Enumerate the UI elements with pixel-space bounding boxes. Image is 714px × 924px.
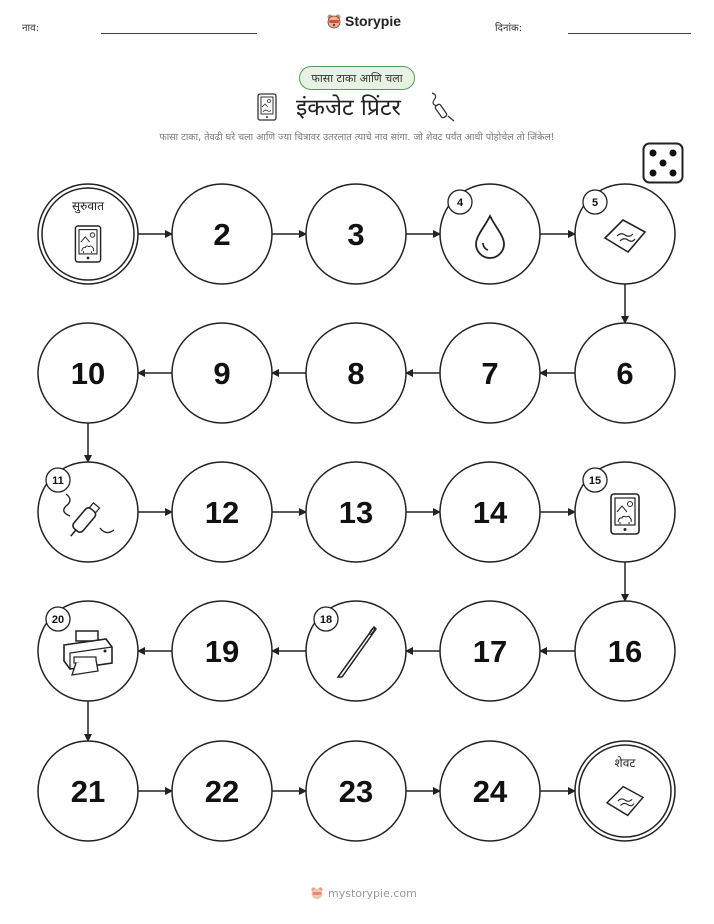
name-label: नाव: [22, 23, 40, 34]
space-number: 24 [472, 774, 508, 809]
board-space-12[interactable] [172, 462, 272, 562]
space-number: 8 [347, 356, 365, 391]
board-space-4[interactable] [440, 184, 540, 284]
date-label: दिनांक: [495, 23, 523, 34]
board-space-20[interactable] [38, 601, 138, 701]
page-title: इंकजेट प्रिंटर [296, 95, 401, 121]
space-number: 19 [204, 634, 240, 669]
board-space-17[interactable] [440, 601, 540, 701]
space-number: 7 [481, 356, 499, 391]
space-number: 13 [338, 495, 374, 530]
board-space-6[interactable] [575, 323, 675, 423]
board-space-1[interactable] [38, 184, 138, 284]
space-number: 3 [347, 217, 365, 252]
footer-url: mystorypie.com [328, 886, 417, 900]
board-space-2[interactable] [172, 184, 272, 284]
board-space-10[interactable] [38, 323, 138, 423]
space-number: 23 [338, 774, 374, 809]
space-number: 6 [616, 356, 634, 391]
space-number: 14 [472, 495, 508, 530]
end-label: शेवट [614, 756, 636, 770]
footer [310, 886, 417, 900]
space-badge-number: 15 [588, 475, 602, 487]
instructions: फासा टाका, तेवढी घरे चला आणि ज्या चित्रावर उतरलात त्याचे नाव सांगा. जो शेवट पर्यंत आधी पोहोचेल तो जिंकेल! [159, 132, 555, 143]
space-number: 17 [472, 634, 508, 669]
board-space-18[interactable] [306, 601, 406, 701]
space-number: 21 [70, 774, 106, 809]
board-space-9[interactable] [172, 323, 272, 423]
tablet-picture-icon [611, 494, 639, 534]
bear-logo-icon [310, 886, 324, 900]
board-space-21[interactable] [38, 741, 138, 841]
space-badge-number: 4 [456, 197, 464, 209]
board-space-8[interactable] [306, 323, 406, 423]
board-space-13[interactable] [306, 462, 406, 562]
game-type-pill: फासा टाका आणि चला [299, 66, 415, 90]
board-space-16[interactable] [575, 601, 675, 701]
board-space-3[interactable] [306, 184, 406, 284]
board-space-24[interactable] [440, 741, 540, 841]
space-badge-number: 18 [319, 614, 333, 626]
board-space-15[interactable] [575, 462, 675, 562]
start-label: सुरुवात [72, 199, 104, 213]
space-number: 10 [70, 356, 106, 391]
space-badge-number: 5 [591, 197, 599, 209]
board-space-19[interactable] [172, 601, 272, 701]
board-space-5[interactable] [575, 184, 675, 284]
space-number: 22 [204, 774, 240, 809]
board-space-25[interactable] [575, 741, 675, 841]
board-space-11[interactable] [38, 462, 138, 562]
space-number: 16 [607, 634, 643, 669]
board-space-22[interactable] [172, 741, 272, 841]
board-space-23[interactable] [306, 741, 406, 841]
board-space-14[interactable] [440, 462, 540, 562]
space-number: 2 [213, 217, 231, 252]
space-number: 12 [204, 495, 240, 530]
tablet-picture-icon [75, 226, 100, 262]
board-space-7[interactable] [440, 323, 540, 423]
space-badge-number: 11 [52, 475, 64, 487]
space-number: 9 [213, 356, 231, 391]
brand-name: Storypie [345, 13, 402, 29]
space-badge-number: 20 [51, 614, 65, 626]
